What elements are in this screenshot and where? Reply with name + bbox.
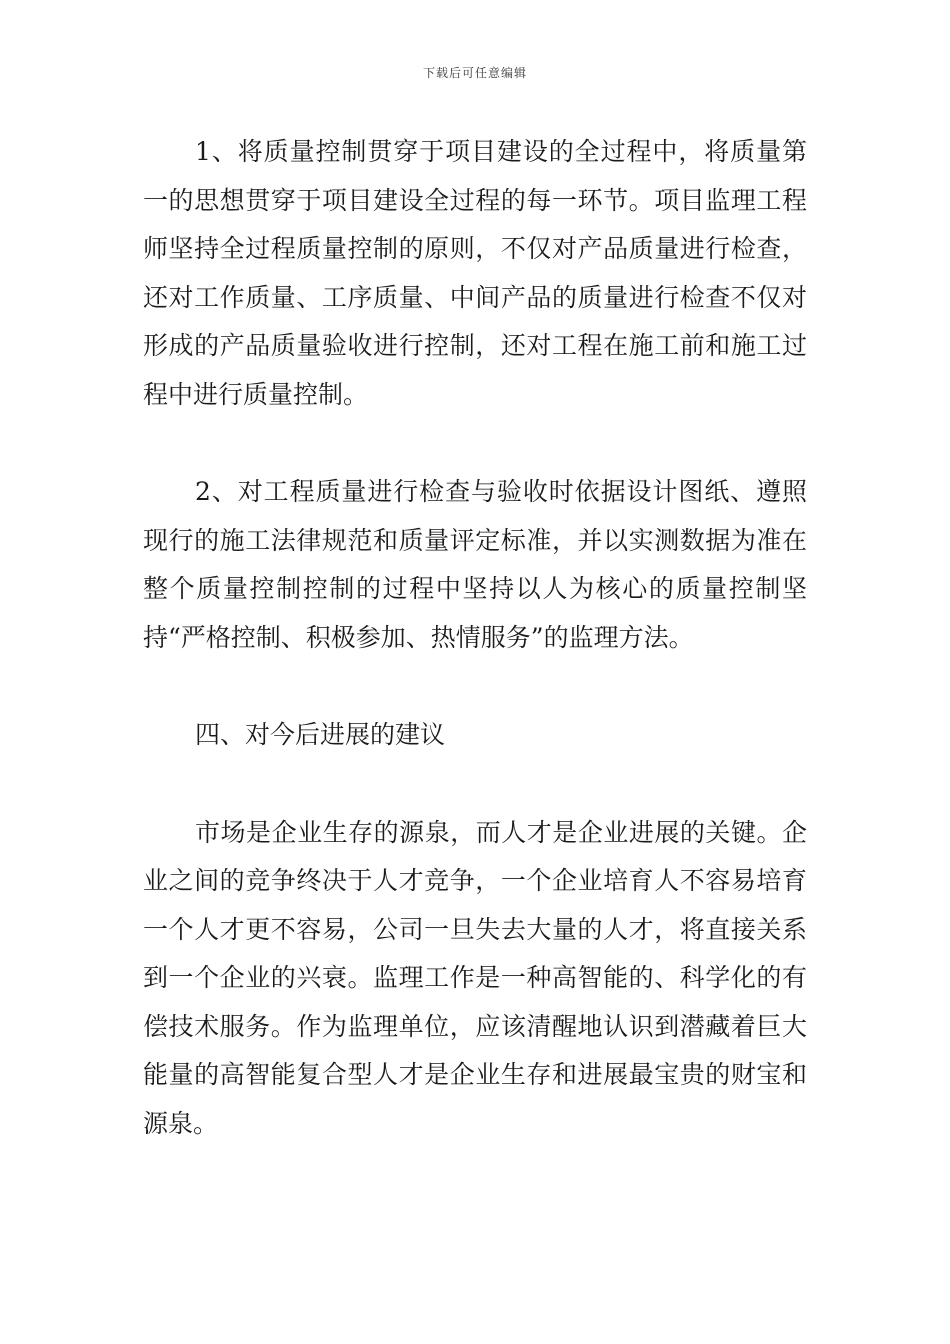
page-header-note: 下载后可任意编辑 [422,66,527,80]
paragraph-inspection-acceptance: 2、对工程质量进行检查与验收时依据设计图纸、遵照现行的施工法律规范和质量评定标准，并以实测数据为准在整个质量控制控制的过程中坚持以人为核心的质量控制坚持“严格控制、积极参加、热情服务”的监理方法。 [143,477,807,652]
paragraph-quality-control-process: 1、将质量控制贯穿于项目建设的全过程中，将质量第一的思想贯穿于项目建设全过程的每一环节。项目监理工程师坚持全过程质量控制的原则，不仅对产品质量进行检查，还对工作质量、工序质量、中间产品的质量进行检查不仅对形成的产品质量验收进行控制，还对工程在施工前和施工过程中进行质量控制。 [143,137,807,409]
paragraph-talent-importance: 市场是企业生存的源泉，而人才是企业进展的关键。企业之间的竞争终决于人才竞争，一个企业培育人不容易培育一个人才更不容易，公司一旦失去大量的人才，将直接关系到一个企业的兴衰。监理工作是一种高智能的、科学化的有偿技术服务。作为监理单位，应该清醒地认识到潜藏着巨大能量的高智能复合型人才是企业生存和进展最宝贵的财宝和源泉。 [143,817,807,1138]
section-heading-suggestions: 四、对今后进展的建议 [195,720,446,749]
document-body [143,128,807,1148]
